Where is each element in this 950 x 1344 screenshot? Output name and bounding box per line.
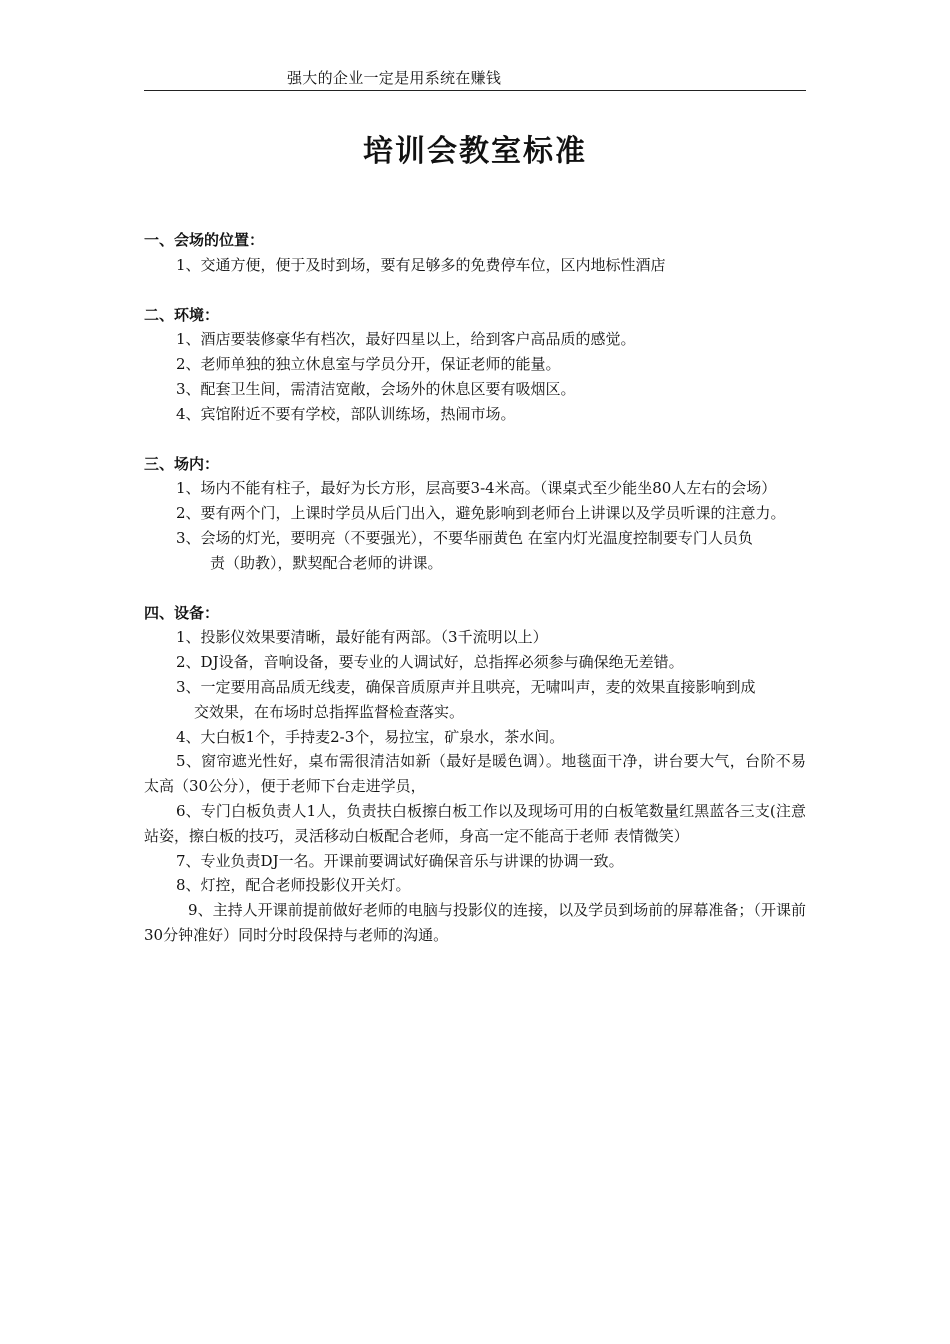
list-item: 1、酒店要装修豪华有档次，最好四星以上，给到客户高品质的感觉。 xyxy=(176,330,636,349)
section-heading: 一、会场的位置： xyxy=(144,231,265,249)
section-heading: 二、环境： xyxy=(144,305,220,324)
document-title: 培训会教室标准 xyxy=(363,134,587,169)
list-item-first-line: 3、会场的灯光，要明亮（不要强光），不要华丽黄色 在室内灯光温度控制要专门人员负 xyxy=(176,528,753,547)
list-item: 5、窗帘遮光性好，桌布需很清洁如新（最好是暖色调）。地毯面干净，讲台要大气，台阶不易太高（30公分），便于老师下台走进学员， xyxy=(144,752,806,796)
section-heading: 四、设备： xyxy=(144,603,220,622)
document-body xyxy=(144,228,806,973)
list-item-first-line: 3、一定要用高品质无线麦，确保音质原声并且哄亮，无啸叫声，麦的效果直接影响到成 xyxy=(176,677,756,696)
list-item: 6、专门白板负责人1人，负责扶白板擦白板工作以及现场可用的白板笔数量红黑蓝各三支(注意站姿，擦白板的技巧，灵活移动白板配合老师，身高一定不能高于老师 表情微笑） xyxy=(144,801,806,845)
list-item-continuation: 交效果，在布场时总指挥监督检查落实。 xyxy=(194,702,465,721)
list-item: 7、专业负责DJ一名。开课前要调试好确保音乐与讲课的协调一致。 xyxy=(176,851,624,870)
page-header xyxy=(144,64,806,91)
list-item: 2、DJ设备，音响设备，要专业的人调试好，总指挥必须参与确保绝无差错。 xyxy=(176,653,684,672)
list-item: 4、大白板1个，手持麦2-3个，易拉宝，矿泉水，茶水间。 xyxy=(176,727,565,746)
list-item: 4、宾馆附近不要有学校，部队训练场，热闹市场。 xyxy=(176,404,516,423)
list-item: 2、要有两个门，上课时学员从后门出入，避免影响到老师台上讲课以及学员听课的注意力。 xyxy=(176,504,786,523)
list-item: 8、灯控，配合老师投影仪开关灯。 xyxy=(176,876,411,895)
list-item: 2、老师单独的独立休息室与学员分开，保证老师的能量。 xyxy=(176,355,561,374)
list-item: 1、投影仪效果要清晰，最好能有两部。（3千流明以上） xyxy=(176,628,548,647)
list-item: 9、主持人开课前提前做好老师的电脑与投影仪的连接，以及学员到场前的屏幕准备；（开课前30分钟准好）同时分时段保持与老师的沟通。 xyxy=(144,901,806,944)
list-item xyxy=(144,675,806,725)
section-heading: 三、场内： xyxy=(144,454,220,473)
list-item xyxy=(144,526,806,576)
list-item: 1、交通方便，便于及时到场，要有足够多的免费停车位，区内地标性酒店 xyxy=(176,255,666,274)
list-item: 3、配套卫生间，需清洁宽敞，会场外的休息区要有吸烟区。 xyxy=(176,379,576,398)
section-venue-interior xyxy=(144,452,806,576)
section-equipment xyxy=(144,601,806,948)
list-item: 1、场内不能有柱子，最好为长方形，层高要3-4米高。（课桌式至少能坐80人左右的会场） xyxy=(176,479,777,498)
header-text: 强大的企业一定是用系统在赚钱 xyxy=(287,69,502,87)
list-item-continuation: 责（助教），默契配合老师的讲课。 xyxy=(210,553,443,572)
section-environment xyxy=(144,303,806,427)
section-location xyxy=(144,228,806,278)
